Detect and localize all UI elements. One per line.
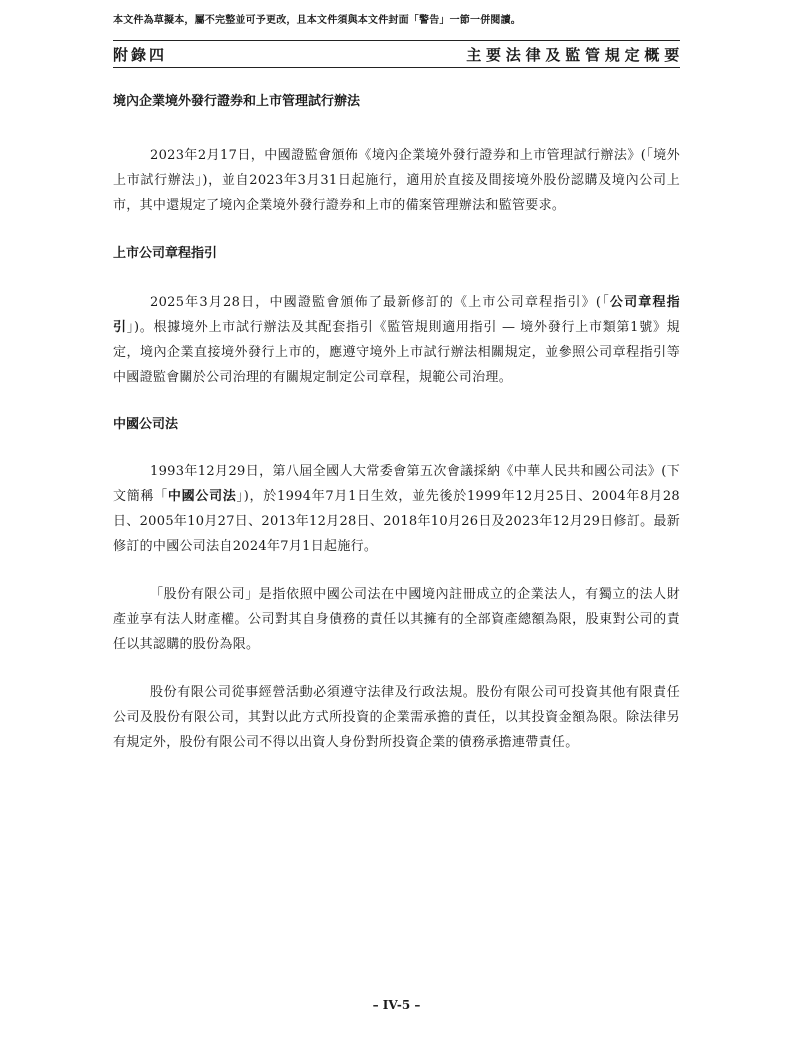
page-header	[113, 40, 684, 68]
paragraph-text: 2023年2月17日，中國證監會頒佈《境內企業境外發行證券和上市管理試行辦法》(「境外上市試行辦法」)，並自2023年3月31日起施行，適用於直接及間接境外股份認購及境內公司上市，其中還規定了境內企業境外發行證券和上市的備案管理辦法和監管要求。	[113, 148, 680, 213]
paragraph-text: 1993年12月29日，第八屆全國人大常委會第五次會議採納《中華人民共和國公司法》(下文簡稱「	[113, 464, 680, 504]
section-heading: 上市公司章程指引	[113, 246, 218, 261]
paragraph-text: 」)。根據境外上市試行辦法及其配套指引《監管規則適用指引 — 境外發行上市類第1號》規定，境內企業直接境外發行上市的，應遵守境外上市試行辦法相關規定，並參照公司章程指引等中國證監會關於公司治理的有關規定制定公司章程，規範公司治理。	[113, 320, 680, 385]
section-heading: 中國公司法	[113, 417, 179, 432]
section-paragraph	[113, 459, 680, 559]
appendix-label: 附錄四	[113, 45, 168, 64]
draft-warning-banner: 本文件為草擬本，屬不完整並可予更改，且本文件須與本文件封面「警告」一節一併閱讀。	[113, 15, 521, 26]
section-paragraph	[113, 143, 680, 218]
section-paragraph	[113, 290, 680, 390]
section-paragraph	[113, 680, 680, 755]
section-heading: 境內企業境外發行證券和上市管理試行辦法	[113, 94, 361, 109]
paragraph-text: 「股份有限公司」是指依照中國公司法在中國境內註冊成立的企業法人，有獨立的法人財產並享有法人財產權。公司對其自身債務的責任以其擁有的全部資產總額為限，股東對公司的責任以其認購的股份為限。	[113, 587, 680, 652]
defined-term: 中國公司法	[167, 489, 237, 504]
document-body	[113, 92, 680, 755]
defined-term: 公司章程指引	[113, 295, 680, 335]
appendix-title: 主要法律及監管規定概要	[466, 45, 684, 64]
paragraph-text: 2025年3月28日，中國證監會頒佈了最新修訂的《上市公司章程指引》(「	[150, 295, 610, 310]
section-paragraph	[113, 582, 680, 657]
paragraph-text: 股份有限公司從事經營活動必須遵守法律及行政法規。股份有限公司可投資其他有限責任公司及股份有限公司，其對以此方式所投資的企業需承擔的責任，以其投資金額為限。除法律另有規定外，股份有限公司不得以出資人身份對所投資企業的債務承擔連帶責任。	[113, 685, 680, 750]
page-number: – IV-5 –	[372, 998, 421, 1012]
paragraph-text: 」)，於1994年7月1日生效，並先後於1999年12月25日、2004年8月28日、2005年10月27日、2013年12月28日、2018年10月26日及2023年12月29日修訂。最新修訂的中國公司法自2024年7月1日起施行。	[113, 489, 680, 554]
